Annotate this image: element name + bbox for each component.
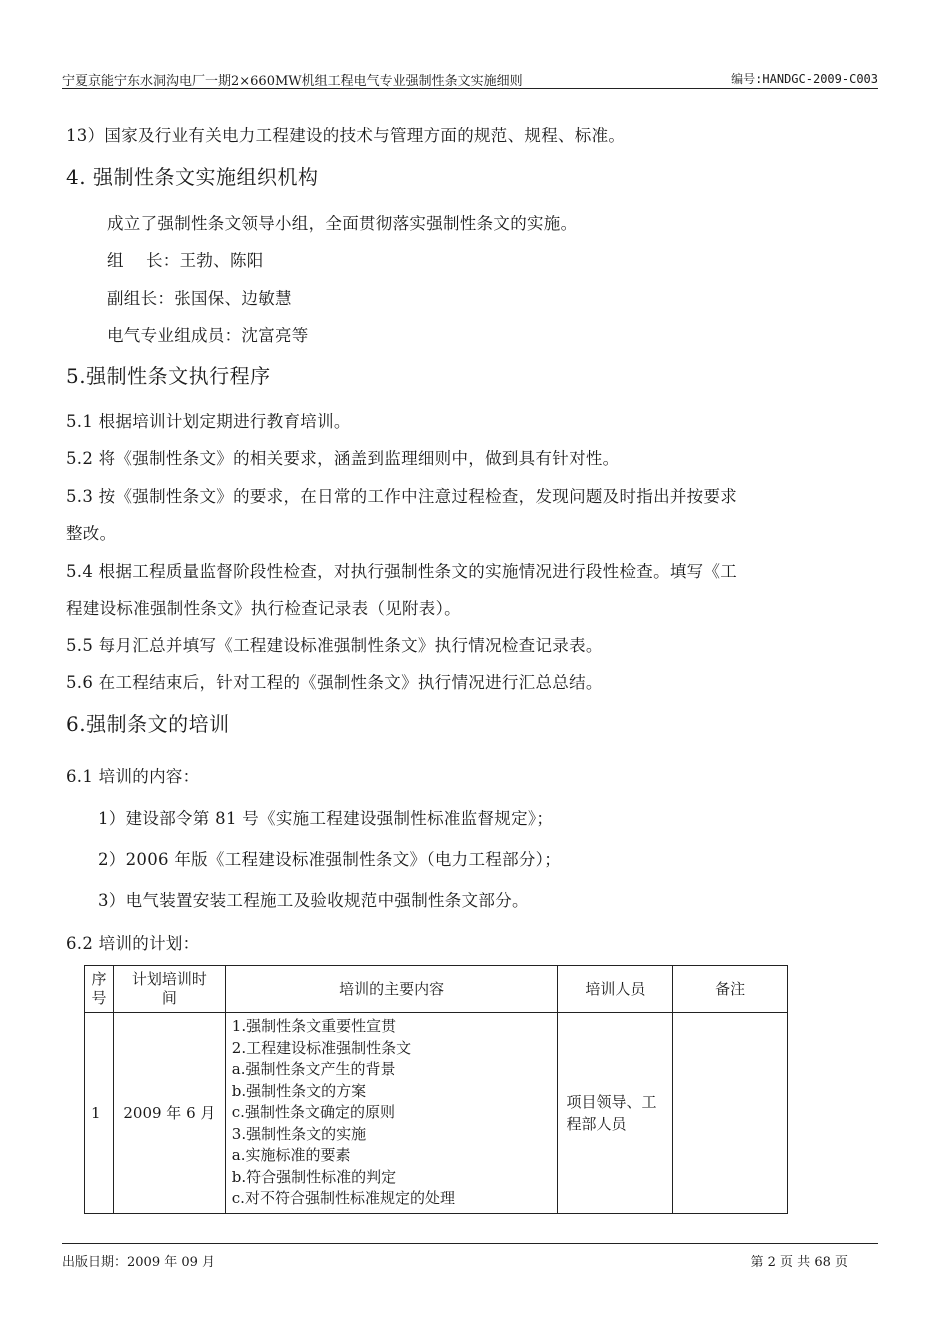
content-line: b.符合强制性标准的判定 <box>231 1167 397 1186</box>
row-staff: 项目领导、工 程部人员 <box>558 1013 673 1214</box>
table-row <box>85 1013 788 1214</box>
header-seq: 序 号 <box>85 966 114 1013</box>
row-content <box>225 1013 558 1214</box>
content-line: 1.强制性条文重要性宣贯 <box>231 1017 397 1035</box>
content-line: c.对不符合强制性标准规定的处理 <box>231 1189 455 1207</box>
section-4-heading: 4. 强制性条文实施组织机构 <box>66 165 319 189</box>
item-5-3-line1: 5.3 按《强制性条文》的要求，在日常的工作中注意过程检查，发现问题及时指出并按要求 <box>66 487 738 506</box>
header-remark: 备注 <box>673 966 788 1013</box>
content-line: b.强制性条文的方案 <box>231 1081 367 1100</box>
document-number: 编号:HANDGC-2009-C003 <box>731 72 878 86</box>
content-line: 3.强制性条文的实施 <box>231 1124 367 1143</box>
page-header <box>62 70 878 89</box>
item-13: 13）国家及行业有关电力工程建设的技术与管理方面的规范、规程、标准。 <box>66 126 626 145</box>
content-line: c.强制性条文确定的原则 <box>231 1103 395 1121</box>
section-4-deputy: 副组长：张国保、边敏慧 <box>107 289 292 308</box>
header-content: 培训的主要内容 <box>225 966 558 1013</box>
training-plan-table <box>84 965 788 1214</box>
content-line: a.实施标准的要素 <box>231 1146 351 1164</box>
row-time: 2009 年 6 月 <box>113 1013 225 1214</box>
item-6-1-3: 3）电气装置安装工程施工及验收规范中强制性条文部分。 <box>98 891 529 910</box>
content-line: a.强制性条文产生的背景 <box>231 1060 396 1078</box>
item-5-6: 5.6 在工程结束后，针对工程的《强制性条文》执行情况进行汇总总结。 <box>66 673 603 692</box>
section-4-intro: 成立了强制性条文领导小组，全面贯彻落实强制性条文的实施。 <box>107 214 578 233</box>
header-staff: 培训人员 <box>558 966 673 1013</box>
section-6-heading: 6.强制条文的培训 <box>66 712 230 736</box>
publish-date: 出版日期：2009 年 09 月 <box>62 1255 216 1270</box>
section-5-heading: 5.强制性条文执行程序 <box>66 364 271 388</box>
item-5-4-line2: 程建设标准强制性条文》执行检查记录表（见附表）。 <box>66 599 461 618</box>
item-5-3-line2: 整改。 <box>66 524 117 543</box>
item-5-1: 5.1 根据培训计划定期进行教育培训。 <box>66 412 351 431</box>
row-seq: 1 <box>85 1013 114 1214</box>
page-number: 第 2 页 共 68 页 <box>750 1255 848 1270</box>
page-footer <box>62 1243 878 1274</box>
item-6-1-1: 1）建设部令第 81 号《实施工程建设强制性标准监督规定》； <box>98 809 554 828</box>
item-5-2: 5.2 将《强制性条文》的相关要求，涵盖到监理细则中，做到具有针对性。 <box>66 449 620 468</box>
item-6-2: 6.2 培训的计划： <box>66 934 200 953</box>
row-remark <box>673 1013 788 1214</box>
document-title: 宁夏京能宁东水洞沟电厂一期2×660MW机组工程电气专业强制性条文实施细则 <box>62 74 523 89</box>
section-4-members: 电气专业组成员：沈富亮等 <box>107 326 309 345</box>
table-header-row <box>85 966 788 1013</box>
header-time: 计划培训时 间 <box>113 966 225 1013</box>
content-line: 2.工程建设标准强制性条文 <box>231 1038 412 1057</box>
item-6-1-2: 2）2006 年版《工程建设标准强制性条文》（电力工程部分）； <box>98 850 562 869</box>
section-4-leader: 组 长：王勃、陈阳 <box>107 251 264 270</box>
item-5-5: 5.5 每月汇总并填写《工程建设标准强制性条文》执行情况检查记录表。 <box>66 636 603 655</box>
item-5-4-line1: 5.4 根据工程质量监督阶段性检查，对执行强制性条文的实施情况进行段性检查。填写《工 <box>66 562 738 581</box>
item-6-1: 6.1 培训的内容： <box>66 767 200 786</box>
